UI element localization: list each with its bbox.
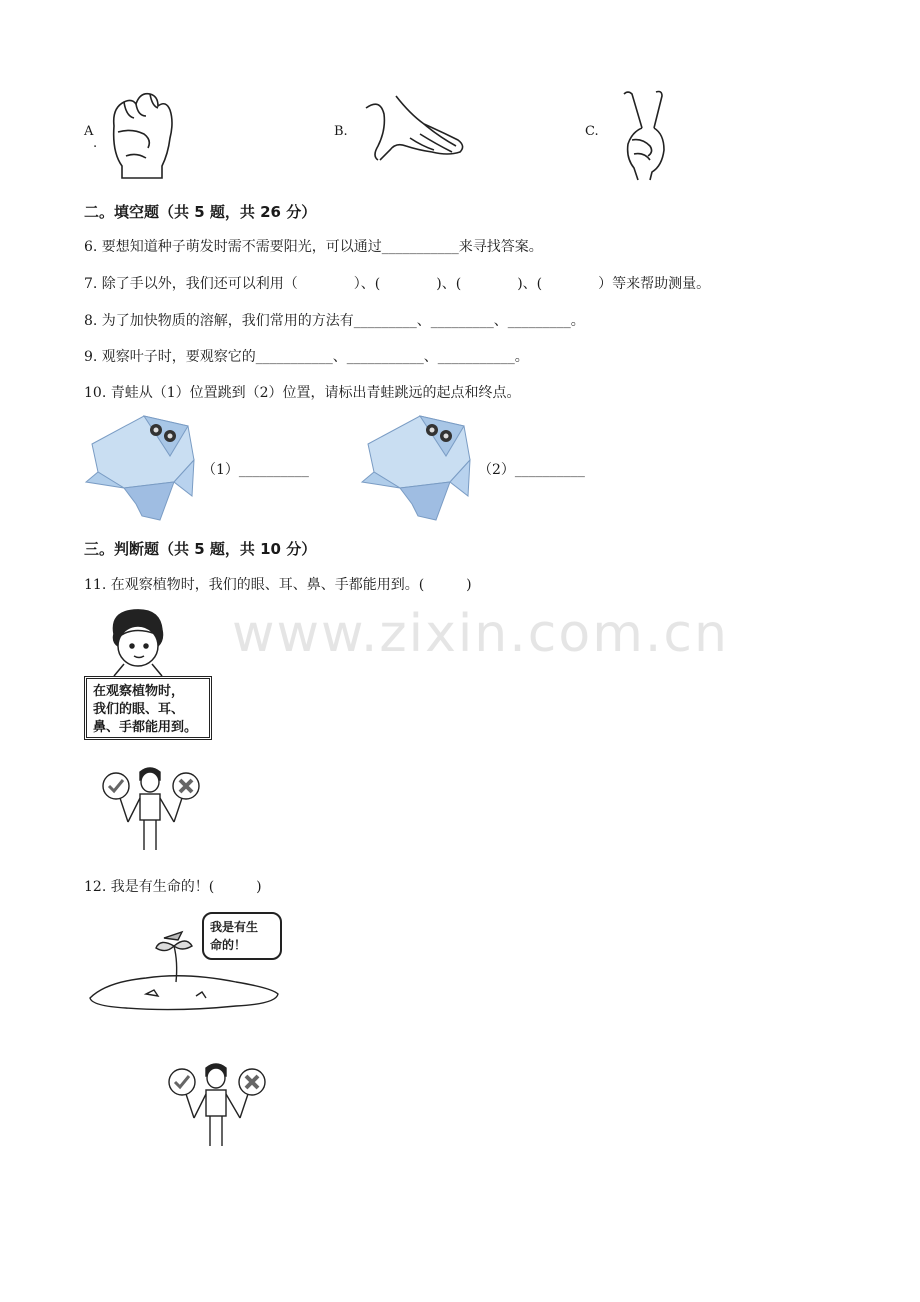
judge-boy-1-image: [100, 766, 204, 856]
origami-frog-1-image: [84, 412, 200, 522]
bubble-line-1: 我是有生: [210, 920, 259, 934]
victory-hand-icon: [620, 88, 672, 184]
question-8: 8. 为了加快物质的溶解，我们常用的方法有_________、_________、_________。: [84, 313, 585, 329]
section2-title: 二。填空题（共 5 题，共 26 分）: [84, 203, 317, 221]
question-11: 11. 在观察植物时，我们的眼、耳、鼻、手都能用到。( ): [84, 577, 472, 593]
option-a-dot: .: [93, 136, 98, 151]
sign-line-2: 我们的眼、耳、: [93, 702, 185, 717]
origami-frog-2-image: [360, 412, 476, 522]
fist-hand-icon: [104, 86, 176, 182]
sign-line-1: 在观察植物时，: [93, 684, 185, 699]
watermark: www.zixin.com.cn: [232, 604, 729, 664]
judge-boy-2-image: [166, 1062, 270, 1152]
option-c-label: C.: [585, 124, 599, 139]
section3-title: 三。判断题（共 5 题，共 10 分）: [84, 540, 317, 558]
bubble-line-2: 命的！: [210, 938, 247, 952]
question-10: 10. 青蛙从（1）位置跳到（2）位置，请标出青蛙跳远的起点和终点。: [84, 385, 521, 401]
question-9: 9. 观察叶子时，要观察它的___________、___________、___________。: [84, 349, 529, 365]
question-12: 12. 我是有生命的！( ): [84, 879, 262, 895]
question-7: 7. 除了手以外，我们还可以利用（ ）、( )、( )、( ）等来帮助测量。: [84, 276, 711, 292]
sign-line-3: 鼻、手都能用到。: [93, 720, 198, 735]
speech-bubble: [202, 912, 282, 960]
observation-sign: [84, 676, 212, 740]
option-a-label: A: [84, 124, 94, 139]
boy-cartoon-image: [104, 606, 174, 678]
option-b-label: B.: [334, 124, 348, 139]
frog-1-label: （1）__________: [202, 462, 309, 478]
question-6: 6. 要想知道种子萌发时需不需要阳光，可以通过___________来寻找答案。: [84, 239, 543, 255]
frog-2-label: （2）__________: [478, 462, 585, 478]
spread-hand-icon: [362, 94, 468, 164]
